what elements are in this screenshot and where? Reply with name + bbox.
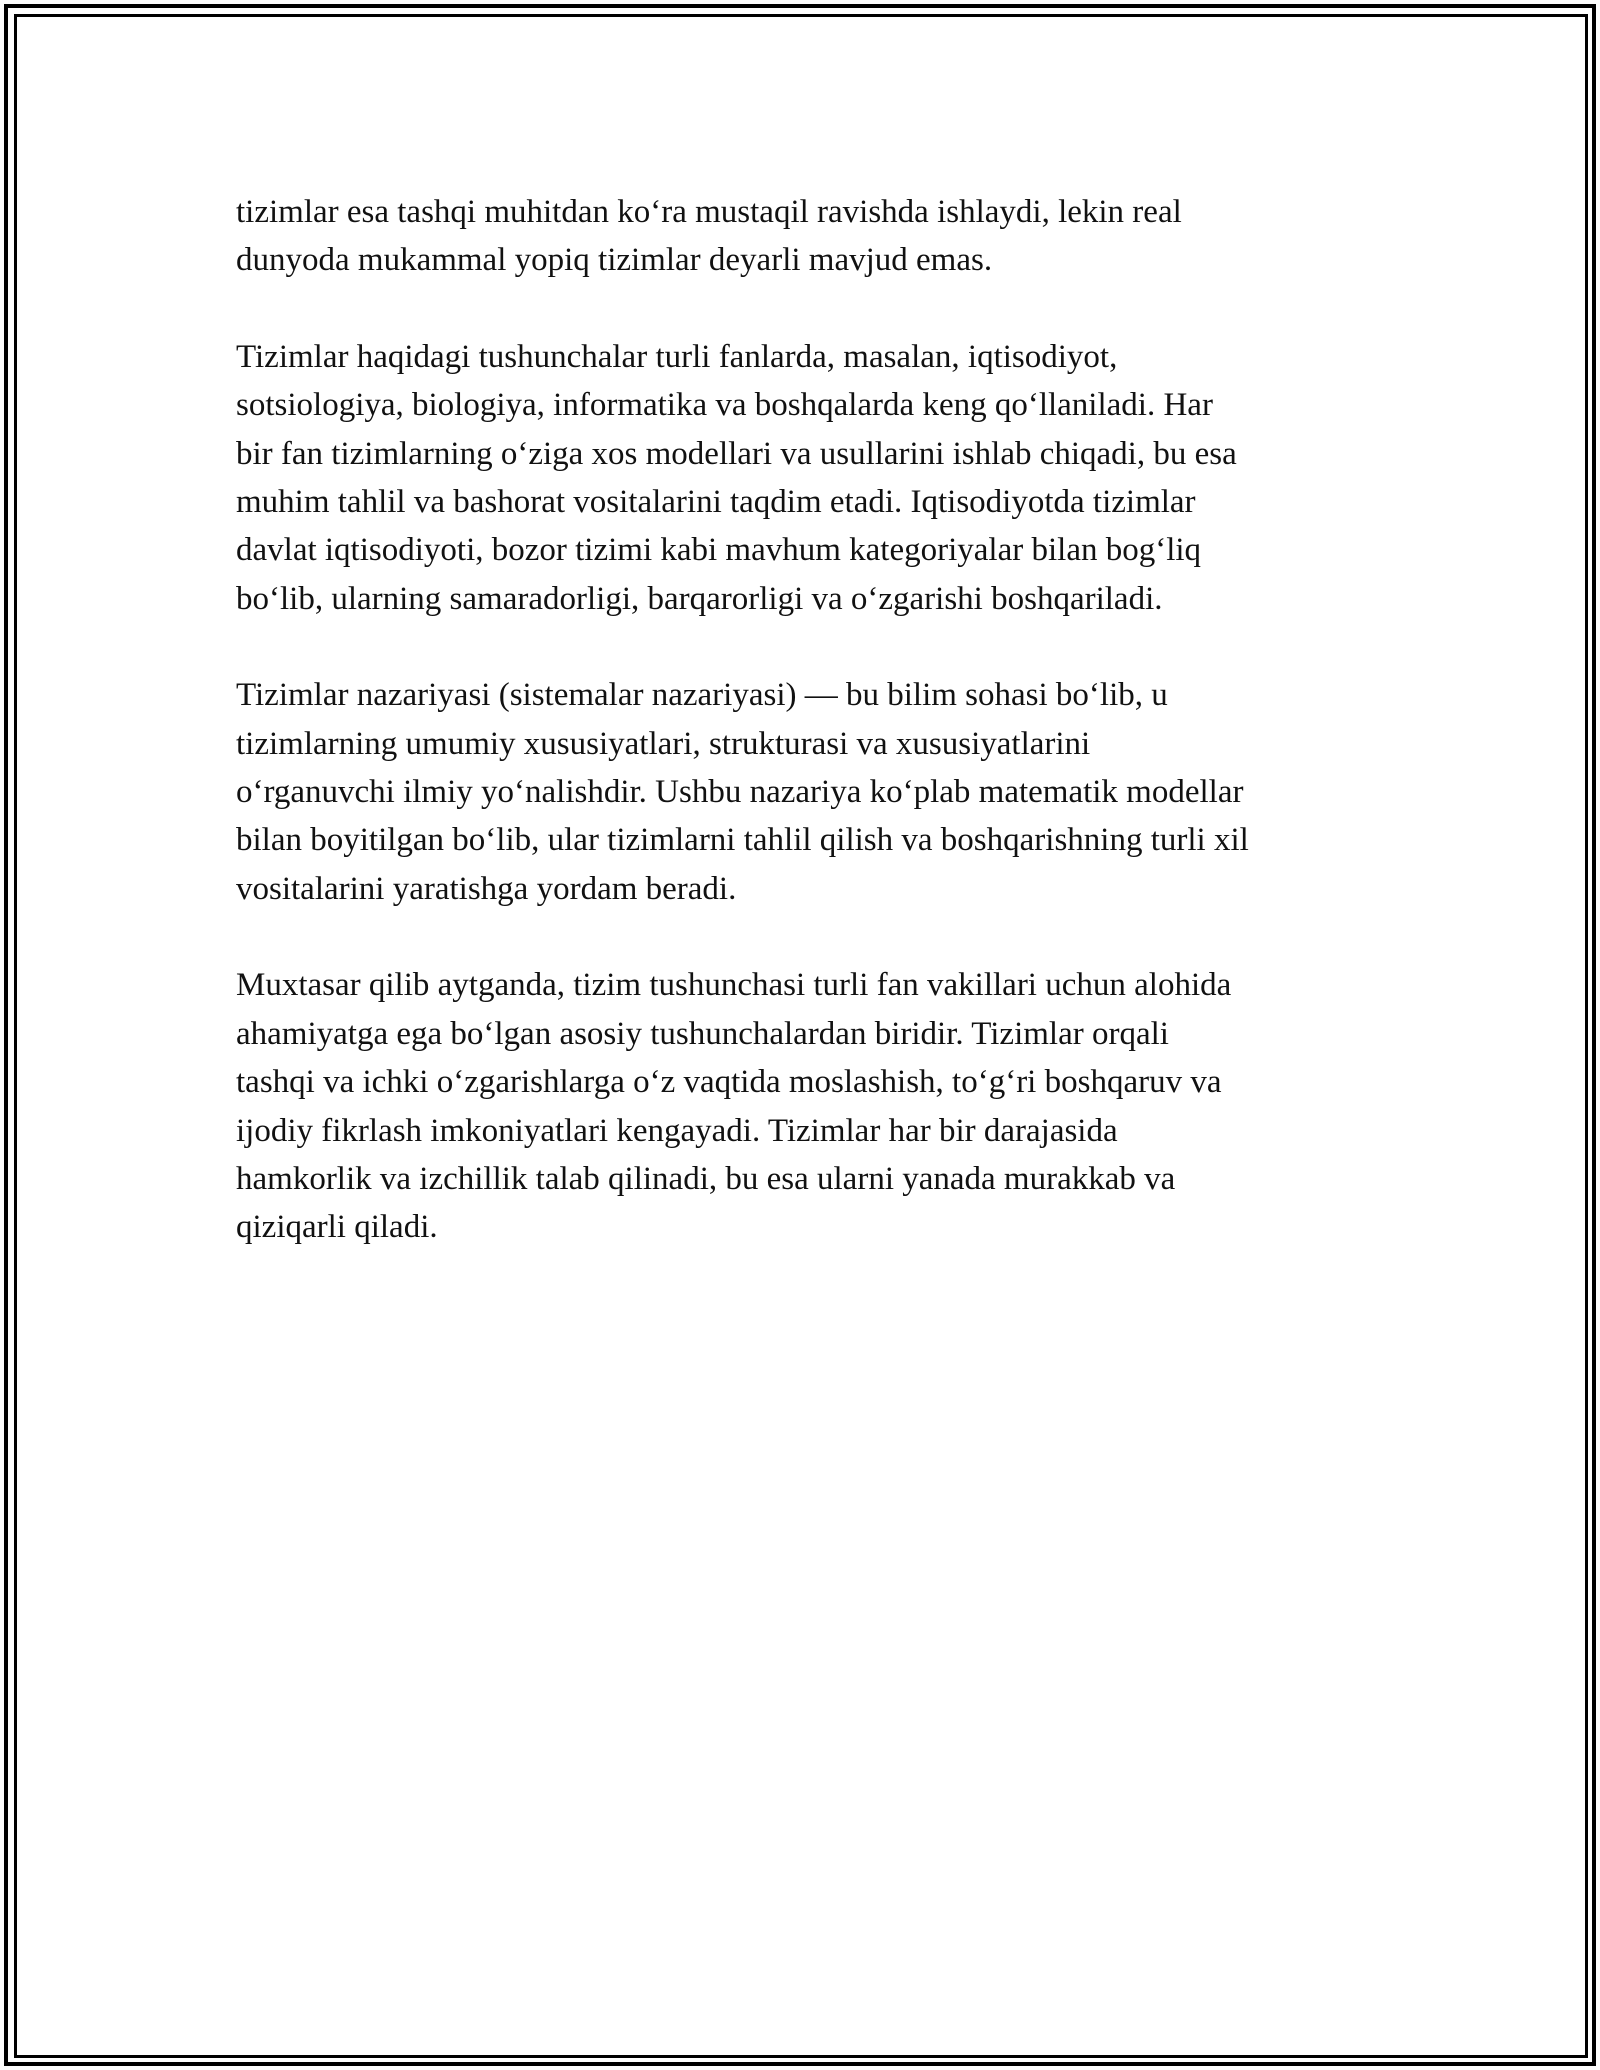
text-line: tashqi va ichki o‘zgarishlarga o‘z vaqtida moslashish, to‘g‘ri boshqaruv va (236, 1064, 1222, 1101)
paragraph-3 (236, 671, 1376, 913)
document-body (236, 188, 1376, 1300)
text-line: vositalarini yaratishga yordam beradi. (236, 870, 737, 907)
text-line: tizimlarning umumiy xususiyatlari, strukturasi va xususiyatlarini (236, 725, 1091, 762)
text-line: ahamiyatga ega bo‘lgan asosiy tushunchalardan biridir. Tizimlar orqali (236, 1015, 1169, 1052)
text-line: dunyoda mukammal yopiq tizimlar deyarli mavjud emas. (236, 242, 993, 279)
text-line: bilan boyitilgan bo‘lib, ular tizimlarni tahlil qilish va boshqarishning turli xil (236, 822, 1249, 859)
text-line: hamkorlik va izchillik talab qilinadi, bu esa ularni yanada murakkab va (236, 1160, 1176, 1197)
paragraph-2 (236, 333, 1376, 623)
text-line: sotsiologiya, biologiya, informatika va boshqalarda keng qo‘llaniladi. Har (236, 387, 1213, 424)
text-line: muhim tahlil va bashorat vositalarini taqdim etadi. Iqtisodiyotda tizimlar (236, 484, 1196, 521)
paragraph-1 (236, 188, 1376, 285)
text-line: o‘rganuvchi ilmiy yo‘nalishdir. Ushbu nazariya ko‘plab matematik modellar (236, 774, 1244, 811)
text-line: Muxtasar qilib aytganda, tizim tushunchasi turli fan vakillari uchun alohida (236, 967, 1232, 1004)
text-line: bo‘lib, ularning samaradorligi, barqarorligi va o‘zgarishi boshqariladi. (236, 580, 1163, 617)
text-line: Tizimlar nazariyasi (sistemalar nazariyasi) — bu bilim sohasi bo‘lib, u (236, 677, 1168, 714)
text-line: davlat iqtisodiyoti, bozor tizimi kabi mavhum kategoriyalar bilan bog‘liq (236, 532, 1202, 569)
text-line: bir fan tizimlarning o‘ziga xos modellari va usullarini ishlab chiqadi, bu esa (236, 435, 1237, 472)
text-line: tizimlar esa tashqi muhitdan ko‘ra mustaqil ravishda ishlaydi, lekin real (236, 194, 1182, 230)
paragraph-4 (236, 961, 1376, 1251)
text-line: qiziqarli qiladi. (236, 1209, 438, 1246)
text-line: ijodiy fikrlash imkoniyatlari kengayadi. Tizimlar har bir darajasida (236, 1112, 1118, 1149)
text-line: Tizimlar haqidagi tushunchalar turli fanlarda, masalan, iqtisodiyot, (236, 338, 1118, 375)
